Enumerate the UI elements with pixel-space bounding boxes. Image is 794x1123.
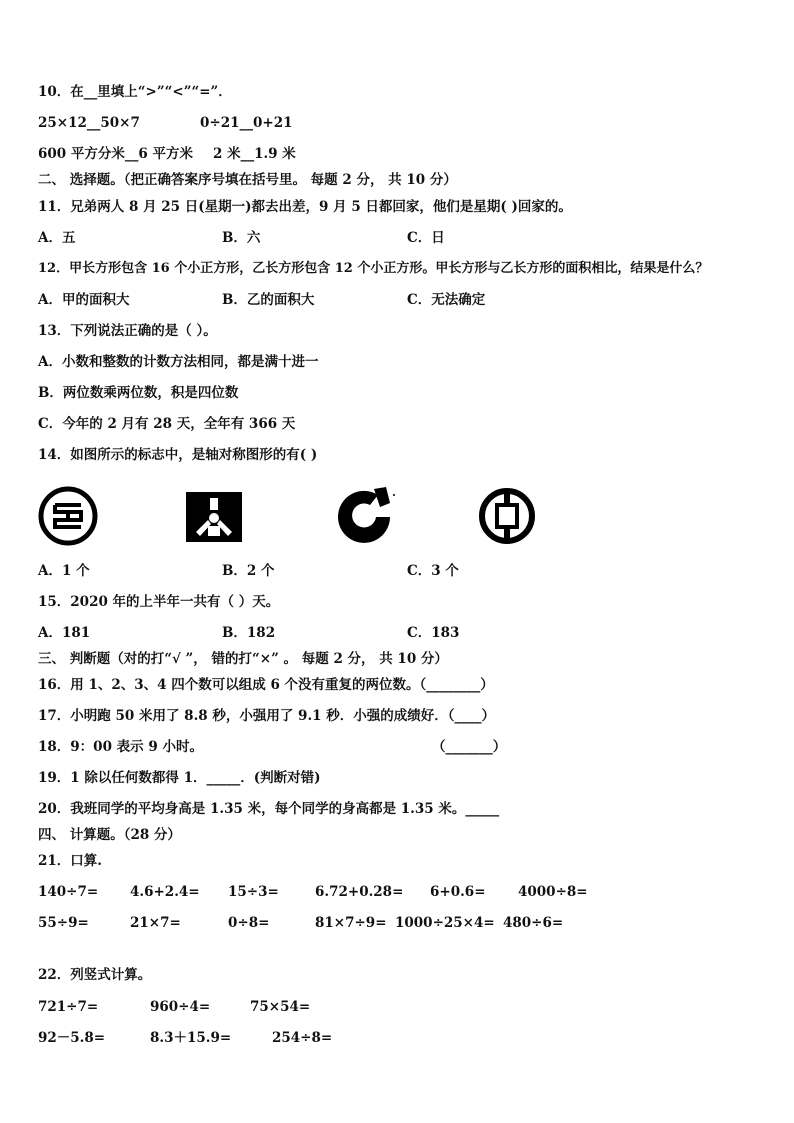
q14-option-c: C．3 个 bbox=[407, 563, 459, 579]
q21-expr: 6+0.6= bbox=[430, 884, 486, 900]
q10-item: 2 米__1.9 米 bbox=[213, 146, 296, 162]
q12-option-c: C．无法确定 bbox=[407, 292, 486, 308]
q21-expr: 480÷6= bbox=[503, 915, 564, 931]
q13-option-c: C．今年的 2 月有 28 天，全年有 366 天 bbox=[38, 416, 296, 432]
q21-title: 21．口算. bbox=[38, 853, 102, 869]
q21-expr: 1000÷25×4= bbox=[395, 915, 495, 931]
q13-option-a: A．小数和整数的计数方法相同，都是满十进一 bbox=[38, 354, 319, 370]
q11-stem: 11．兄弟两人 8 月 25 日(星期一)都去出差，9 月 5 日都回家，他们是星期( )回家的。 bbox=[38, 199, 572, 215]
q20-stem: 20．我班同学的平均身高是 1.35 米，每个同学的身高都是 1.35 米。_____ bbox=[38, 801, 500, 817]
q21-expr: 55÷9= bbox=[38, 915, 89, 931]
q19-stem: 19．1 除以任何数都得 1．_____．(判断对错) bbox=[38, 770, 321, 786]
q11-option-b: B．六 bbox=[222, 230, 261, 246]
logo-2-icon bbox=[186, 492, 242, 542]
q22-expr: 8.3＋15.9= bbox=[150, 1030, 232, 1046]
q13-option-b: B．两位数乘两位数，积是四位数 bbox=[38, 385, 239, 401]
q10-title: 10．在__里填上“>”“<”“=”． bbox=[38, 84, 232, 100]
q21-expr: 4.6+2.4= bbox=[130, 884, 200, 900]
q11-option-a: A．五 bbox=[38, 230, 76, 246]
section-heading-judge: 三、 判断题（对的打“√ ”， 错的打“×” 。 每题 2 分， 共 10 分） bbox=[38, 651, 448, 667]
q18-stem: 18．9：00 表示 9 小时。 bbox=[38, 739, 203, 755]
logo-4-icon bbox=[477, 486, 537, 546]
q21-expr: 81×7÷9= bbox=[315, 915, 387, 931]
q15-option-b: B．182 bbox=[222, 625, 276, 641]
q10-item: 600 平方分米__6 平方米 bbox=[38, 146, 193, 162]
q18-answer-blank: （_______） bbox=[432, 739, 507, 755]
q14-stem: 14．如图所示的标志中，是轴对称图形的有( ) bbox=[38, 447, 318, 463]
q10-item: 0÷21__0+21 bbox=[200, 115, 293, 131]
q21-expr: 140÷7= bbox=[38, 884, 99, 900]
q14-option-a: A．1 个 bbox=[38, 563, 90, 579]
q21-expr: 21×7= bbox=[130, 915, 181, 931]
q22-expr: 960÷4= bbox=[150, 999, 211, 1015]
q15-option-c: C．183 bbox=[407, 625, 460, 641]
q15-option-a: A．181 bbox=[38, 625, 91, 641]
q15-stem: 15．2020 年的上半年一共有（ ）天。 bbox=[38, 594, 280, 610]
q12-stem: 12．甲长方形包含 16 个小正方形，乙长方形包含 12 个小正方形。甲长方形与乙长方形的面积相比，结果是什么？ bbox=[38, 261, 709, 276]
q22-expr: 721÷7= bbox=[38, 999, 99, 1015]
q14-option-b: B．2 个 bbox=[222, 563, 275, 579]
q16-stem: 16．用 1、2、3、4 四个数可以组成 6 个没有重复的两位数。（________） bbox=[38, 677, 494, 693]
q12-option-b: B．乙的面积大 bbox=[222, 292, 315, 308]
q22-expr: 92－5.8= bbox=[38, 1030, 106, 1046]
q21-expr: 6.72+0.28= bbox=[315, 884, 404, 900]
logo-1-icon bbox=[38, 486, 98, 546]
q13-stem: 13．下列说法正确的是（ ）。 bbox=[38, 323, 217, 339]
section-heading-choice: 二、 选择题。（把正确答案序号填在括号里。 每题 2 分， 共 10 分） bbox=[38, 172, 457, 188]
q21-expr: 0÷8= bbox=[228, 915, 270, 931]
q21-expr: 4000÷8= bbox=[518, 884, 588, 900]
q22-expr: 254÷8= bbox=[272, 1030, 333, 1046]
section-heading-calc: 四、 计算题。（28 分） bbox=[38, 827, 181, 843]
q12-option-a: A．甲的面积大 bbox=[38, 292, 130, 308]
logo-3-icon bbox=[334, 485, 398, 545]
q10-item: 25×12__50×7 bbox=[38, 115, 140, 131]
q11-option-c: C．日 bbox=[407, 230, 445, 246]
q17-stem: 17．小明跑 50 米用了 8.8 秒，小强用了 9.1 秒．小强的成绩好．（____） bbox=[38, 708, 495, 724]
q22-expr: 75×54= bbox=[250, 999, 311, 1015]
q21-expr: 15÷3= bbox=[228, 884, 279, 900]
q22-title: 22．列竖式计算。 bbox=[38, 967, 152, 983]
